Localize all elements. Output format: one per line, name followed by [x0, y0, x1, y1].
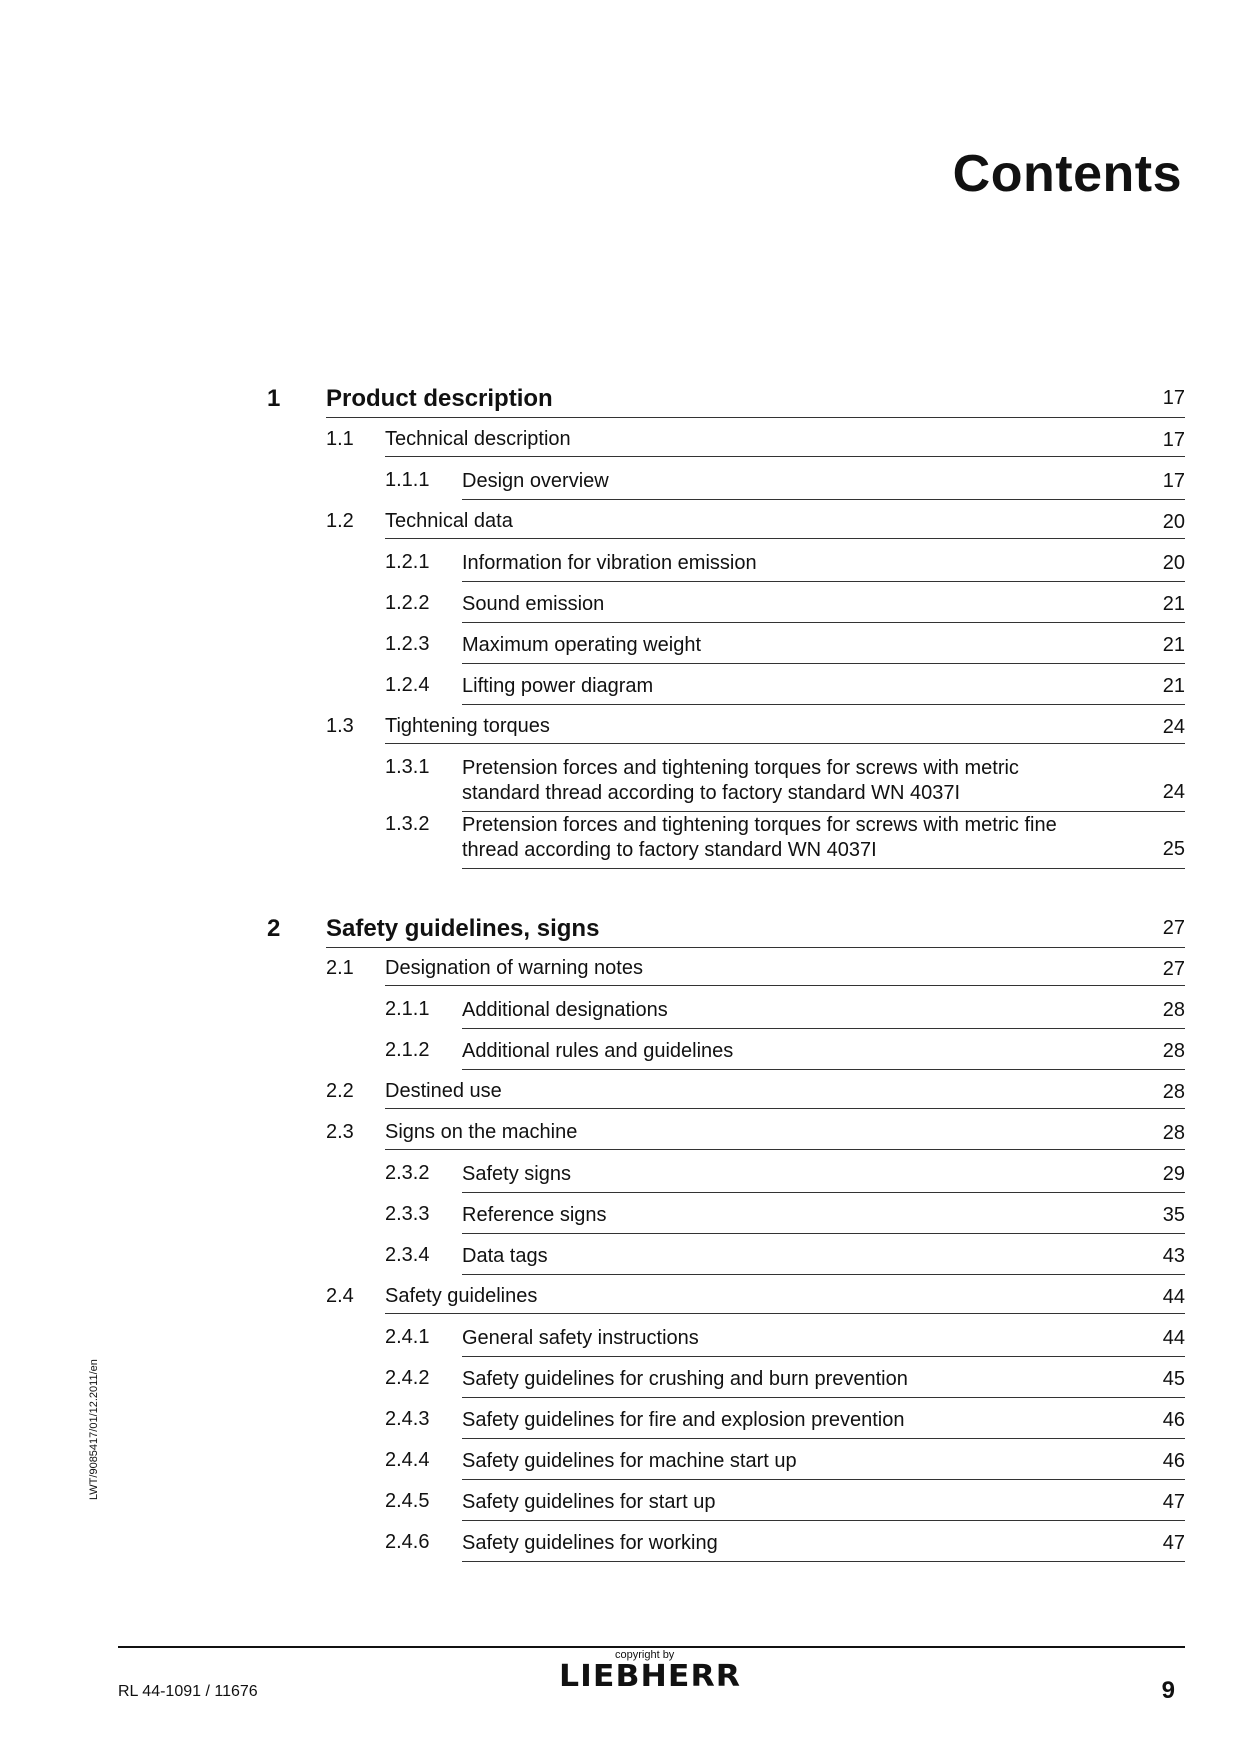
toc-entry-number: 1.2.4 — [385, 674, 430, 696]
toc-entry-number: 1.3 — [326, 715, 354, 737]
toc-entry-number: 2.4.3 — [385, 1408, 430, 1430]
toc-entry-page: 21 — [1162, 593, 1185, 615]
toc-entry-title: Safety guidelines for machine start up — [462, 1449, 1185, 1480]
toc-entry-title: Safety guidelines for crushing and burn prevention — [462, 1367, 1185, 1398]
toc-entry-page: 46 — [1162, 1450, 1185, 1472]
toc-entry-title: Additional designations — [462, 998, 1185, 1029]
toc-entry-number: 2.4.6 — [385, 1531, 430, 1553]
toc-entry-number: 2.4.1 — [385, 1326, 430, 1348]
toc-entry-page: 17 — [1162, 387, 1185, 409]
toc-entry-page: 25 — [1162, 838, 1185, 860]
toc-entry-title: Safety guidelines — [385, 1285, 1185, 1314]
document-code: LWT/9085417/01/12.2011/en — [88, 1359, 100, 1500]
toc-entry-page: 24 — [1162, 781, 1185, 803]
toc-entry-number: 1 — [267, 385, 281, 412]
toc-entry-page: 28 — [1162, 1040, 1185, 1062]
toc-entry-page: 44 — [1162, 1327, 1185, 1349]
toc-entry-page: 24 — [1162, 716, 1185, 738]
toc-entry-page: 20 — [1162, 552, 1185, 574]
toc-entry-page: 20 — [1162, 511, 1185, 533]
toc-entry-title: Reference signs — [462, 1203, 1185, 1234]
toc-entry-title: Technical description — [385, 428, 1185, 457]
toc-entry-number: 1.2 — [326, 510, 354, 532]
toc-entry-title: Designation of warning notes — [385, 957, 1185, 986]
toc-entry-number: 2 — [267, 915, 281, 942]
toc-entry-page: 27 — [1162, 958, 1185, 980]
toc-entry-number: 1.2.2 — [385, 592, 430, 614]
copyright-label: copyright by — [615, 1649, 675, 1661]
toc-entry-number: 2.4.4 — [385, 1449, 430, 1471]
toc-entry-title: Safety guidelines for fire and explosion prevention — [462, 1408, 1185, 1439]
toc-entry-number: 2.3.2 — [385, 1162, 430, 1184]
toc-entry-number: 1.3.2 — [385, 813, 430, 835]
toc-entry-page: 17 — [1162, 470, 1185, 492]
toc-entry-title: Safety guidelines, signs — [326, 915, 1185, 948]
toc-entry-title: Product description — [326, 385, 1185, 418]
toc-entry-number: 2.3.3 — [385, 1203, 430, 1225]
toc-entry-number: 1.2.3 — [385, 633, 430, 655]
toc-entry-number: 2.3 — [326, 1121, 354, 1143]
toc-entry-number: 1.1 — [326, 428, 354, 450]
toc-entry-title: Safety signs — [462, 1162, 1185, 1193]
toc-entry-title: Pretension forces and tightening torques for screws with metric fine thread according to factory standard WN 4037I — [462, 813, 1185, 869]
toc-entry-page: 28 — [1162, 1081, 1185, 1103]
toc-entry-number: 2.4.5 — [385, 1490, 430, 1512]
toc-entry-page: 27 — [1162, 917, 1185, 939]
toc-entry-number: 2.2 — [326, 1080, 354, 1102]
toc-entry-title: Design overview — [462, 469, 1185, 500]
toc-entry-page: 17 — [1162, 429, 1185, 451]
toc-entry-page: 21 — [1162, 675, 1185, 697]
toc-entry-number: 1.1.1 — [385, 469, 430, 491]
toc-entry-number: 1.3.1 — [385, 756, 430, 778]
toc-entry-number: 2.4.2 — [385, 1367, 430, 1389]
toc-entry-number: 2.1 — [326, 957, 354, 979]
toc-entry-number: 2.3.4 — [385, 1244, 430, 1266]
toc-entry-page: 47 — [1162, 1532, 1185, 1554]
toc-entry-number: 1.2.1 — [385, 551, 430, 573]
toc-entry-page: 46 — [1162, 1409, 1185, 1431]
toc-entry-title: Data tags — [462, 1244, 1185, 1275]
toc-entry-title: Pretension forces and tightening torques for screws with metric standard thread according to factory standard WN 4037I — [462, 756, 1185, 812]
document-reference: RL 44-1091 / 11676 — [118, 1683, 258, 1700]
toc-entry-page: 43 — [1162, 1245, 1185, 1267]
toc-entry-page: 47 — [1162, 1491, 1185, 1513]
toc-entry-title: Sound emission — [462, 592, 1185, 623]
toc-entry-title: Tightening torques — [385, 715, 1185, 744]
toc-entry-number: 2.1.1 — [385, 998, 430, 1020]
toc-entry-page: 44 — [1162, 1286, 1185, 1308]
toc-entry-page: 29 — [1162, 1163, 1185, 1185]
toc-entry-title: Technical data — [385, 510, 1185, 539]
toc-entry-page: 28 — [1162, 1122, 1185, 1144]
toc-entry-title: Information for vibration emission — [462, 551, 1185, 582]
toc-entry-number: 2.4 — [326, 1285, 354, 1307]
toc-entry-number: 2.1.2 — [385, 1039, 430, 1061]
toc-entry-title: Safety guidelines for start up — [462, 1490, 1185, 1521]
liebherr-logo: LIEBHERR — [559, 1659, 742, 1694]
toc-entry-title: General safety instructions — [462, 1326, 1185, 1357]
page-number: 9 — [1161, 1677, 1175, 1704]
page-title: Contents — [952, 145, 1182, 203]
toc-entry-title: Maximum operating weight — [462, 633, 1185, 664]
toc-entry-title: Signs on the machine — [385, 1121, 1185, 1150]
toc-entry-page: 28 — [1162, 999, 1185, 1021]
toc-entry-title: Destined use — [385, 1080, 1185, 1109]
toc-entry-title: Lifting power diagram — [462, 674, 1185, 705]
toc-entry-page: 45 — [1162, 1368, 1185, 1390]
toc-entry-title: Additional rules and guidelines — [462, 1039, 1185, 1070]
toc-entry-page: 21 — [1162, 634, 1185, 656]
toc-entry-title: Safety guidelines for working — [462, 1531, 1185, 1562]
footer-divider — [118, 1646, 1185, 1648]
toc-entry-page: 35 — [1162, 1204, 1185, 1226]
